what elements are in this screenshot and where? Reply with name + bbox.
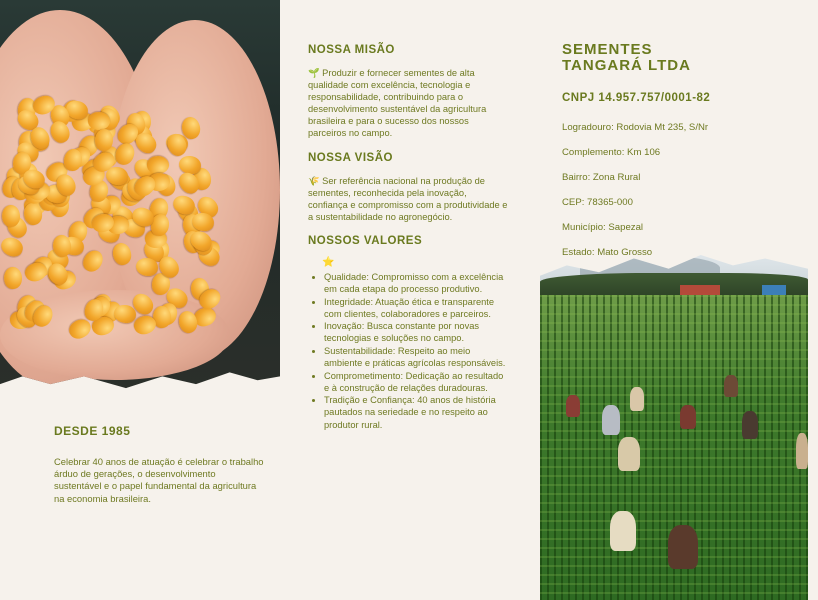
valor-item: • Integridade: Atuação ética e transparente com clientes, colaboradores e parceiros. bbox=[324, 296, 508, 320]
company-name bbox=[562, 42, 802, 74]
valor-item: • Qualidade: Compromisso com a excelência em cada etapa do processo produtivo. bbox=[324, 271, 508, 295]
valor-item: • Inovação: Busca constante por novas tecnologias e soluções no campo. bbox=[324, 320, 508, 344]
company-cnpj: CNPJ 14.957.757/0001-82 bbox=[562, 92, 711, 104]
middle-column bbox=[308, 44, 508, 443]
field-worker bbox=[610, 511, 636, 551]
desde-title: DESDE 1985 bbox=[54, 424, 131, 438]
valor-item: • Sustentabilidade: Respeito ao meio ambiente e práticas agrícolas responsáveis. bbox=[324, 345, 508, 369]
desde-section bbox=[54, 424, 264, 505]
valores-section bbox=[308, 235, 508, 431]
field-worker bbox=[602, 405, 620, 435]
desde-text: Celebrar 40 anos de atuação é celebrar o trabalho árduo de gerações, o desenvolvimento sustentável e o papel fundamental da agricultura na economia brasileira. bbox=[54, 456, 264, 504]
field-worker bbox=[630, 387, 644, 411]
wheat-icon: 🌾 bbox=[308, 175, 320, 186]
missao-title: NOSSA MISÃO bbox=[308, 44, 395, 56]
missao-text: Produzir e fornecer sementes de alta qualidade com excelência, tecnologia e responsabilidade, contribuindo para o desenvolvimento sustentável da agricultura brasileira e para o sucesso dos nossos parceiros no campo. bbox=[308, 68, 487, 139]
valores-list bbox=[308, 271, 508, 431]
address-complemento: Complemento: Km 106 bbox=[562, 147, 661, 158]
valor-item: • Tradição e Confiança: 40 anos de história pautados na seriedade e no respeito ao produtor rural. bbox=[324, 394, 508, 430]
address-logradouro: Logradouro: Rodovia Mt 235, S/Nr bbox=[562, 122, 709, 133]
farm-building bbox=[680, 285, 720, 295]
corn-photo bbox=[0, 0, 280, 392]
company-name-line2: TANGARÁ LTDA bbox=[562, 57, 691, 74]
address-estado: Estado: Mato Grosso bbox=[562, 247, 653, 258]
field-photo bbox=[540, 255, 808, 600]
field-worker bbox=[680, 405, 696, 429]
farm-building bbox=[762, 285, 786, 295]
field-worker bbox=[724, 375, 738, 397]
field-worker bbox=[742, 411, 758, 439]
visao-text: Ser referência nacional na produção de sementes, reconhecida pela inovação, confiança e compromisso com a produtividade e a sustentabilidade no agronegócio. bbox=[308, 175, 508, 222]
company-info bbox=[562, 42, 802, 272]
field-worker bbox=[796, 433, 808, 469]
company-name-line1: SEMENTES bbox=[562, 41, 653, 58]
field-worker bbox=[668, 525, 698, 569]
field-worker bbox=[566, 395, 580, 417]
valores-title: NOSSOS VALORES bbox=[308, 234, 423, 247]
field-worker bbox=[618, 437, 640, 471]
visao-section bbox=[308, 152, 508, 223]
address-bairro: Bairro: Zona Rural bbox=[562, 172, 641, 183]
address-cep: CEP: 78365-000 bbox=[562, 197, 633, 208]
valor-item: • Comprometimento: Dedicação ao resultado e à construção de relações duradouras. bbox=[324, 370, 508, 394]
seedling-icon: 🌱 bbox=[308, 68, 320, 78]
address-municipio: Município: Sapezal bbox=[562, 222, 644, 233]
visao-paragraph bbox=[308, 175, 508, 223]
visao-title: NOSSA VISÃO bbox=[308, 151, 393, 164]
missao-paragraph bbox=[308, 67, 508, 140]
missao-section bbox=[308, 44, 508, 140]
star-icon: ⭐ bbox=[322, 256, 335, 268]
